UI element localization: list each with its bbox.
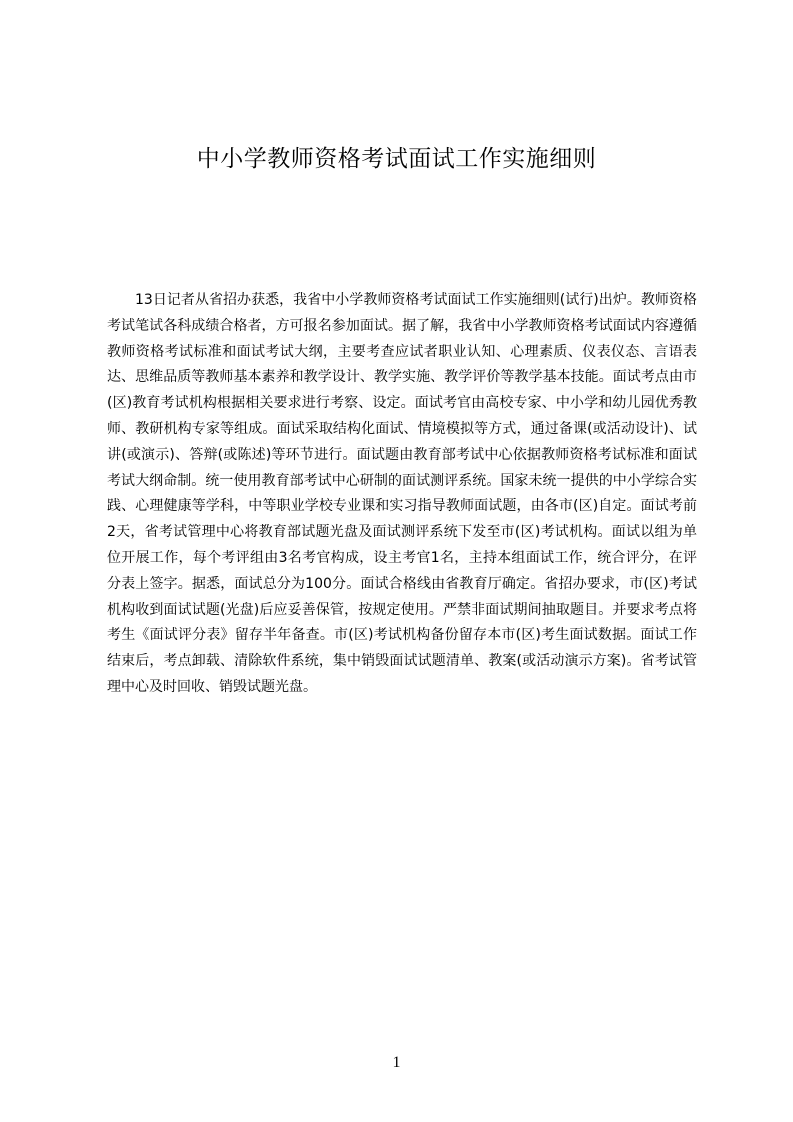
page-number: 1	[392, 1054, 401, 1071]
document-title: 中小学教师资格考试面试工作实施细则	[196, 146, 597, 172]
body-paragraph: 13日记者从省招办获悉，我省中小学教师资格考试面试工作实施细则(试行)出炉。教师资格考试笔试各科成绩合格者，方可报名参加面试。据了解，我省中小学教师资格考试面试内容遵循教师资格考试标准和面试考试大纲，主要考查应试者职业认知、心理素质、仪表仪态、言语表达、思维品质等教师基本素养和教学设计、教学实施、教学评价等教学基本技能。面试考点由市(区)教育考试机构根据相关要求进行考察、设定。面试考官由高校专家、中小学和幼儿园优秀教师、教研机构专家等组成。面试采取结构化面试、情境模拟等方式，通过备课(或活动设计)、试讲(或演示)、答辩(或陈述)等环节进行。面试题由教育部考试中心依据教师资格考试标准和面试考试大纲命制。统一使用教育部考试中心研制的面试测评系统。国家未统一提供的中小学综合实践、心理健康等学科，中等职业学校专业课和实习指导教师面试题，由各市(区)自定。面试考前2天，省考试管理中心将教育部试题光盘及面试测评系统下发至市(区)考试机构。面试以组为单位开展工作，每个考评组由3名考官构成，设主考官1名，主持本组面试工作，统合评分，在评分表上签字。据悉，面试总分为100分。面试合格线由省教育厅确定。省招办要求，市(区)考试机构收到面试试题(光盘)后应妥善保管，按规定使用。严禁非面试期间抽取题目。并要求考点将考生《面试评分表》留存半年备查。市(区)考试机构备份留存本市(区)考生面试数据。面试工作结束后，考点卸载、清除软件系统，集中销毁面试试题清单、教案(或活动演示方案)。省考试管理中心及时回收、销毁试题光盘。	[107, 292, 697, 695]
